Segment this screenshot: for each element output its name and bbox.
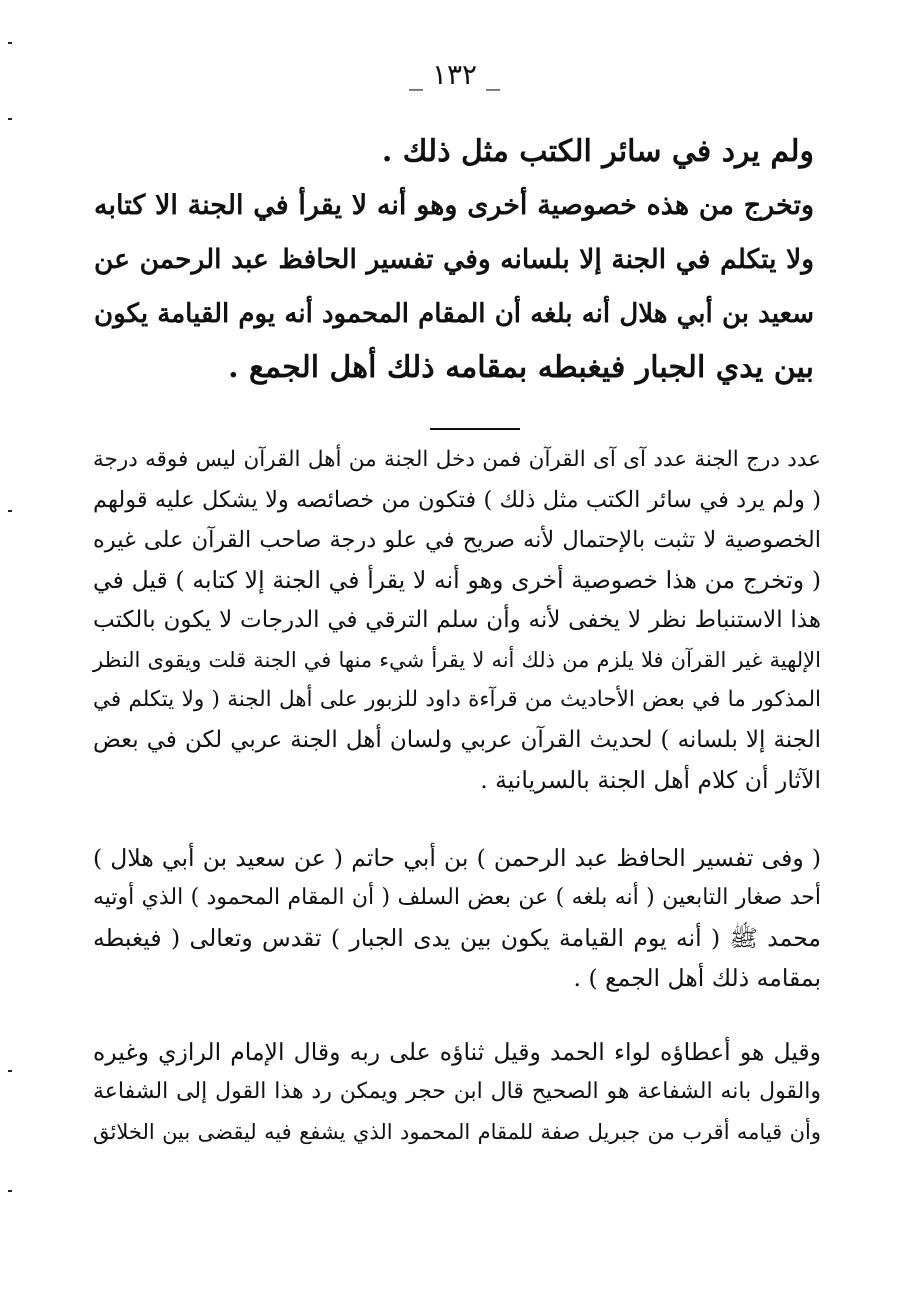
matn-line: بين يدي الجبار فيغبطه بمقامه ذلك أهل الجمع . — [228, 350, 814, 385]
scan-margin-mark — [8, 510, 12, 512]
commentary-line: عدد درج الجنة عدد آى آى القرآن فمن دخل الجنة من أهل القرآن ليس فوقه درجة — [93, 447, 821, 472]
commentary-line: الآثار أن كلام أهل الجنة بالسريانية . — [480, 766, 821, 794]
commentary-line: الإلهية غير القرآن فلا يلزم من ذلك أنه لا يقرأ شيء منها في الجنة قلت ويقوى النظر — [93, 648, 821, 672]
commentary-line: وأن قيامه أقرب من جبريل صفة للمقام المحمود الذي يشفع فيه ليقضى بين الخلائق — [93, 1120, 821, 1144]
scan-margin-mark — [8, 1070, 12, 1072]
commentary-paragraph — [93, 838, 821, 998]
section-divider — [430, 428, 520, 430]
commentary-line: والقول بانه الشفاعة هو الصحيح قال ابن حجر ويمكن رد هذا القول إلى الشفاعة — [93, 1079, 821, 1104]
commentary-text-block — [93, 440, 821, 1152]
matn-line: ولم يرد في سائر الكتب مثل ذلك . — [381, 134, 814, 169]
commentary-line: ( وتخرج من هذا خصوصية أخرى وهو أنه لا يقرأ في الجنة إلا كتابه ) قيل في — [93, 566, 821, 594]
matn-line: ولا يتكلم في الجنة إلا بلسانه وفي تفسير الحافظ عبد الرحمن عن — [94, 244, 814, 275]
commentary-line: محمد ﷺ ( أنه يوم القيامة يكون بين يدى الجبار ) تقدس وتعالى ( فيغبطه — [93, 924, 821, 952]
commentary-line: هذا الاستنباط نظر لا يخفى لأنه وأن سلم الترقي في الدرجات لا يكون بالكتب — [93, 607, 821, 633]
scan-margin-mark — [8, 1190, 12, 1192]
matn-line: سعيد بن أبي هلال أنه بلغه أن المقام المحمود أنه يوم القيامة يكون — [94, 299, 814, 329]
scan-margin-mark — [8, 42, 12, 44]
commentary-line: ( ولم يرد في سائر الكتب مثل ذلك ) فتكون من خصائصه ولا يشكل عليه قولهم — [93, 487, 821, 513]
commentary-line: أحد صغار التابعين ( أنه بلغه ) عن بعض السلف ( أن المقام المحمود ) الذي أوتيه — [93, 885, 821, 910]
commentary-paragraph — [93, 440, 821, 800]
commentary-line: المذكور ما في بعض الأحاديث من قرآءة داود للزبور على أهل الجنة ( ولا يتكلم في — [93, 687, 821, 712]
scan-margin-mark — [8, 118, 12, 120]
matn-text-block — [94, 125, 814, 395]
commentary-line: ( وفى تفسير الحافظ عبد الرحمن ) بن أبي حاتم ( عن سعيد بن أبي هلال ) — [93, 844, 821, 872]
commentary-paragraph — [93, 1032, 821, 1152]
commentary-line: وقيل هو أعطاؤه لواء الحمد وقيل ثناؤه على ربه وقال الإمام الرازي وغيره — [93, 1038, 821, 1066]
commentary-line: الجنة إلا بلسانه ) لحديث القرآن عربي ولسان أهل الجنة عربي لكن في بعض — [93, 727, 821, 753]
matn-line: وتخرج من هذه خصوصية أخرى وهو أنه لا يقرأ في الجنة الا كتابه — [94, 190, 814, 221]
commentary-line: الخصوصية لا تثبت بالإحتمال لأنه صريح في علو درجة صاحب القرآن على غيره — [93, 527, 821, 553]
commentary-line: بمقامه ذلك أهل الجمع ) . — [573, 964, 821, 992]
page-number: _ ١٣٢ _ — [409, 58, 500, 91]
